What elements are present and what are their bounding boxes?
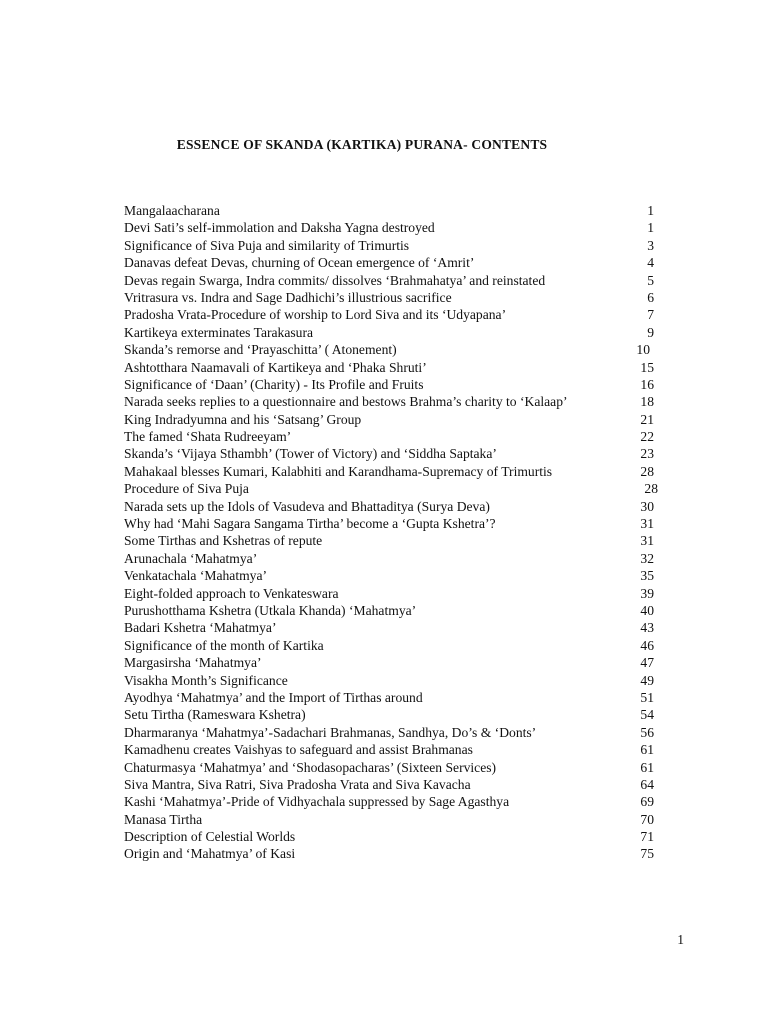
toc-entry-title: Chaturmasya ‘Mahatmya’ and ‘Shodasopacharas’ (Sixteen Services) xyxy=(124,759,497,775)
toc-entry-page: 61 xyxy=(640,742,654,758)
toc-entry xyxy=(124,411,664,428)
toc-entry xyxy=(124,585,664,602)
toc-entry-title: Mangalaacharana xyxy=(124,203,220,218)
toc-entry-page: 39 xyxy=(640,585,654,601)
toc-entry-page: 30 xyxy=(640,498,654,514)
toc-entry xyxy=(124,341,664,358)
toc-entry-page: 21 xyxy=(640,411,654,427)
toc-entry-page: 9 xyxy=(647,324,654,340)
toc-entry xyxy=(124,498,664,515)
toc-entry-title: Significance of ‘Daan’ (Charity) - Its Profile and Fruits xyxy=(124,376,424,392)
toc-entry-title: Margasirsha ‘Mahatmya’ xyxy=(124,655,262,671)
toc-entry-title: Devi Sati’s self-immolation and Daksha Yagna destroyed xyxy=(124,220,435,236)
toc-entry xyxy=(124,689,664,706)
toc-entry-page: 54 xyxy=(640,707,654,723)
toc-entry xyxy=(124,793,664,810)
toc-entry-title: Kashi ‘Mahatmya’-Pride of Vidhyachala suppressed by Sage Agasthya xyxy=(124,794,510,810)
toc-entry xyxy=(124,254,664,271)
toc-entry-page: 6 xyxy=(647,289,654,305)
toc-entry-page: 28 xyxy=(644,481,658,497)
toc-entry-title: Skanda’s ‘Vijaya Sthambh’ (Tower of Victory) and ‘Siddha Saptaka’ xyxy=(124,446,497,462)
toc-entry xyxy=(124,480,664,497)
toc-entry xyxy=(124,393,664,410)
toc-entry-title: Procedure of Siva Puja xyxy=(124,481,249,497)
toc-entry-page: 22 xyxy=(640,429,654,445)
toc-entry xyxy=(124,776,664,793)
toc-entry-title: The famed ‘Shata Rudreeyam’ xyxy=(124,429,292,445)
toc-entry xyxy=(124,289,664,306)
toc-entry-title: Visakha Month’s Significance xyxy=(124,672,288,688)
toc-entry-page: 3 xyxy=(647,237,654,253)
toc-entry xyxy=(124,637,664,654)
toc-entry-page: 64 xyxy=(640,776,654,792)
toc-entry-title: Ayodhya ‘Mahatmya’ and the Import of Tirthas around xyxy=(124,689,423,705)
toc-entry xyxy=(124,567,664,584)
toc-entry-title: King Indradyumna and his ‘Satsang’ Group xyxy=(124,411,362,427)
toc-entry-title: Significance of Siva Puja and similarity of Trimurtis xyxy=(124,237,410,253)
toc-entry xyxy=(124,654,664,671)
toc-entry xyxy=(124,428,664,445)
toc-entry xyxy=(124,359,664,376)
toc-entry-title: Ashtotthara Naamavali of Kartikeya and ‘Phaka Shruti’ xyxy=(124,359,427,375)
toc-entry-title: Description of Celestial Worlds xyxy=(124,829,296,845)
toc-entry-page: 7 xyxy=(647,307,654,323)
toc-entry-page: 71 xyxy=(640,829,654,845)
toc-entry xyxy=(124,272,664,289)
toc-entry-title: Devas regain Swarga, Indra commits/ dissolves ‘Brahmahatya’ and reinstated xyxy=(124,272,546,288)
toc-entry xyxy=(124,463,664,480)
toc-entry-title: Danavas defeat Devas, churning of Ocean emergence of ‘Amrit’ xyxy=(124,255,475,271)
toc-entry xyxy=(124,202,664,219)
toc-entry-page: 1 xyxy=(647,203,654,218)
toc-entry-page: 56 xyxy=(640,724,654,740)
toc-entry xyxy=(124,306,664,323)
toc-entry xyxy=(124,376,664,393)
toc-entry-title: Eight-folded approach to Venkateswara xyxy=(124,585,339,601)
toc-entry-page: 31 xyxy=(640,516,654,532)
toc-entry-page: 40 xyxy=(640,602,654,618)
toc-entry-page: 69 xyxy=(640,794,654,810)
page-title: ESSENCE OF SKANDA (KARTIKA) PURANA- CONTENTS xyxy=(176,137,548,152)
toc-entry-page: 75 xyxy=(640,846,654,862)
toc-entry xyxy=(124,219,664,236)
toc-entry-title: Badari Kshetra ‘Mahatmya’ xyxy=(124,620,277,636)
toc-entry-page: 35 xyxy=(640,568,654,584)
toc-entry-title: Arunachala ‘Mahatmya’ xyxy=(124,550,258,566)
toc-entry xyxy=(124,706,664,723)
toc-entry-title: Significance of the month of Kartika xyxy=(124,637,324,653)
toc-entry-title: Kamadhenu creates Vaishyas to safeguard and assist Brahmanas xyxy=(124,742,473,758)
toc-entry-page: 70 xyxy=(640,811,654,827)
toc-entry xyxy=(124,550,664,567)
toc-entry-title: Manasa Tirtha xyxy=(124,811,203,827)
toc-entry-page: 32 xyxy=(640,550,654,566)
toc-entry-title: Why had ‘Mahi Sagara Sangama Tirtha’ become a ‘Gupta Kshetra’? xyxy=(124,516,496,532)
toc-entry-title: Mahakaal blesses Kumari, Kalabhiti and Karandhama-Supremacy of Trimurtis xyxy=(124,463,553,479)
toc-entry-page: 18 xyxy=(640,394,654,410)
toc-entry-title: Skanda’s remorse and ‘Prayaschitta’ ( Atonement) xyxy=(124,342,397,358)
toc-entry-title: Some Tirthas and Kshetras of repute xyxy=(124,533,323,549)
toc-entry-page: 10 xyxy=(636,342,650,358)
toc-entry xyxy=(124,828,664,845)
toc-entry xyxy=(124,811,664,828)
toc-entry-title: Setu Tirtha (Rameswara Kshetra) xyxy=(124,707,306,723)
toc-entry xyxy=(124,445,664,462)
toc-entry-page: 46 xyxy=(640,637,654,653)
toc-entry-page: 16 xyxy=(640,376,654,392)
toc-entry-title: Narada sets up the Idols of Vasudeva and Bhattaditya (Surya Deva) xyxy=(124,498,490,514)
toc-entry-page: 5 xyxy=(647,272,654,288)
toc-entry-title: Vritrasura vs. Indra and Sage Dadhichi’s illustrious sacrifice xyxy=(124,289,452,305)
toc-entry xyxy=(124,515,664,532)
toc-entry-title: Venkatachala ‘Mahatmya’ xyxy=(124,568,268,584)
toc-entry-page: 28 xyxy=(640,463,654,479)
toc-entry xyxy=(124,619,664,636)
page-number: 1 xyxy=(677,932,684,947)
toc-entry-title: Siva Mantra, Siva Ratri, Siva Pradosha Vrata and Siva Kavacha xyxy=(124,776,471,792)
toc-entry-title: Dharmaranya ‘Mahatmya’-Sadachari Brahmanas, Sandhya, Do’s & ‘Donts’ xyxy=(124,724,537,740)
toc-entry xyxy=(124,324,664,341)
toc-entry xyxy=(124,237,664,254)
toc-entry-page: 51 xyxy=(640,689,654,705)
toc-entry xyxy=(124,724,664,741)
toc-entry xyxy=(124,759,664,776)
toc-entry-page: 4 xyxy=(647,255,654,271)
toc-entry xyxy=(124,532,664,549)
toc-entry-page: 15 xyxy=(640,359,654,375)
toc-entry-title: Narada seeks replies to a questionnaire and bestows Brahma’s charity to ‘Kalaap’ xyxy=(124,394,568,410)
toc-entry xyxy=(124,845,664,862)
toc-entry xyxy=(124,602,664,619)
toc-entry-page: 47 xyxy=(640,655,654,671)
toc-entry-page: 1 xyxy=(647,220,654,236)
toc-entry-title: Origin and ‘Mahatmya’ of Kasi xyxy=(124,846,296,862)
toc-entry-title: Purushotthama Kshetra (Utkala Khanda) ‘Mahatmya’ xyxy=(124,602,417,618)
toc-entry-title: Kartikeya exterminates Tarakasura xyxy=(124,324,314,340)
toc-entry xyxy=(124,741,664,758)
toc-entry-title: Pradosha Vrata-Procedure of worship to Lord Siva and its ‘Udyapana’ xyxy=(124,307,507,323)
toc-entry-page: 31 xyxy=(640,533,654,549)
toc-entry-page: 49 xyxy=(640,672,654,688)
table-of-contents xyxy=(124,202,664,863)
toc-entry-page: 23 xyxy=(640,446,654,462)
toc-entry-page: 43 xyxy=(640,620,654,636)
toc-entry xyxy=(124,672,664,689)
toc-entry-page: 61 xyxy=(640,759,654,775)
